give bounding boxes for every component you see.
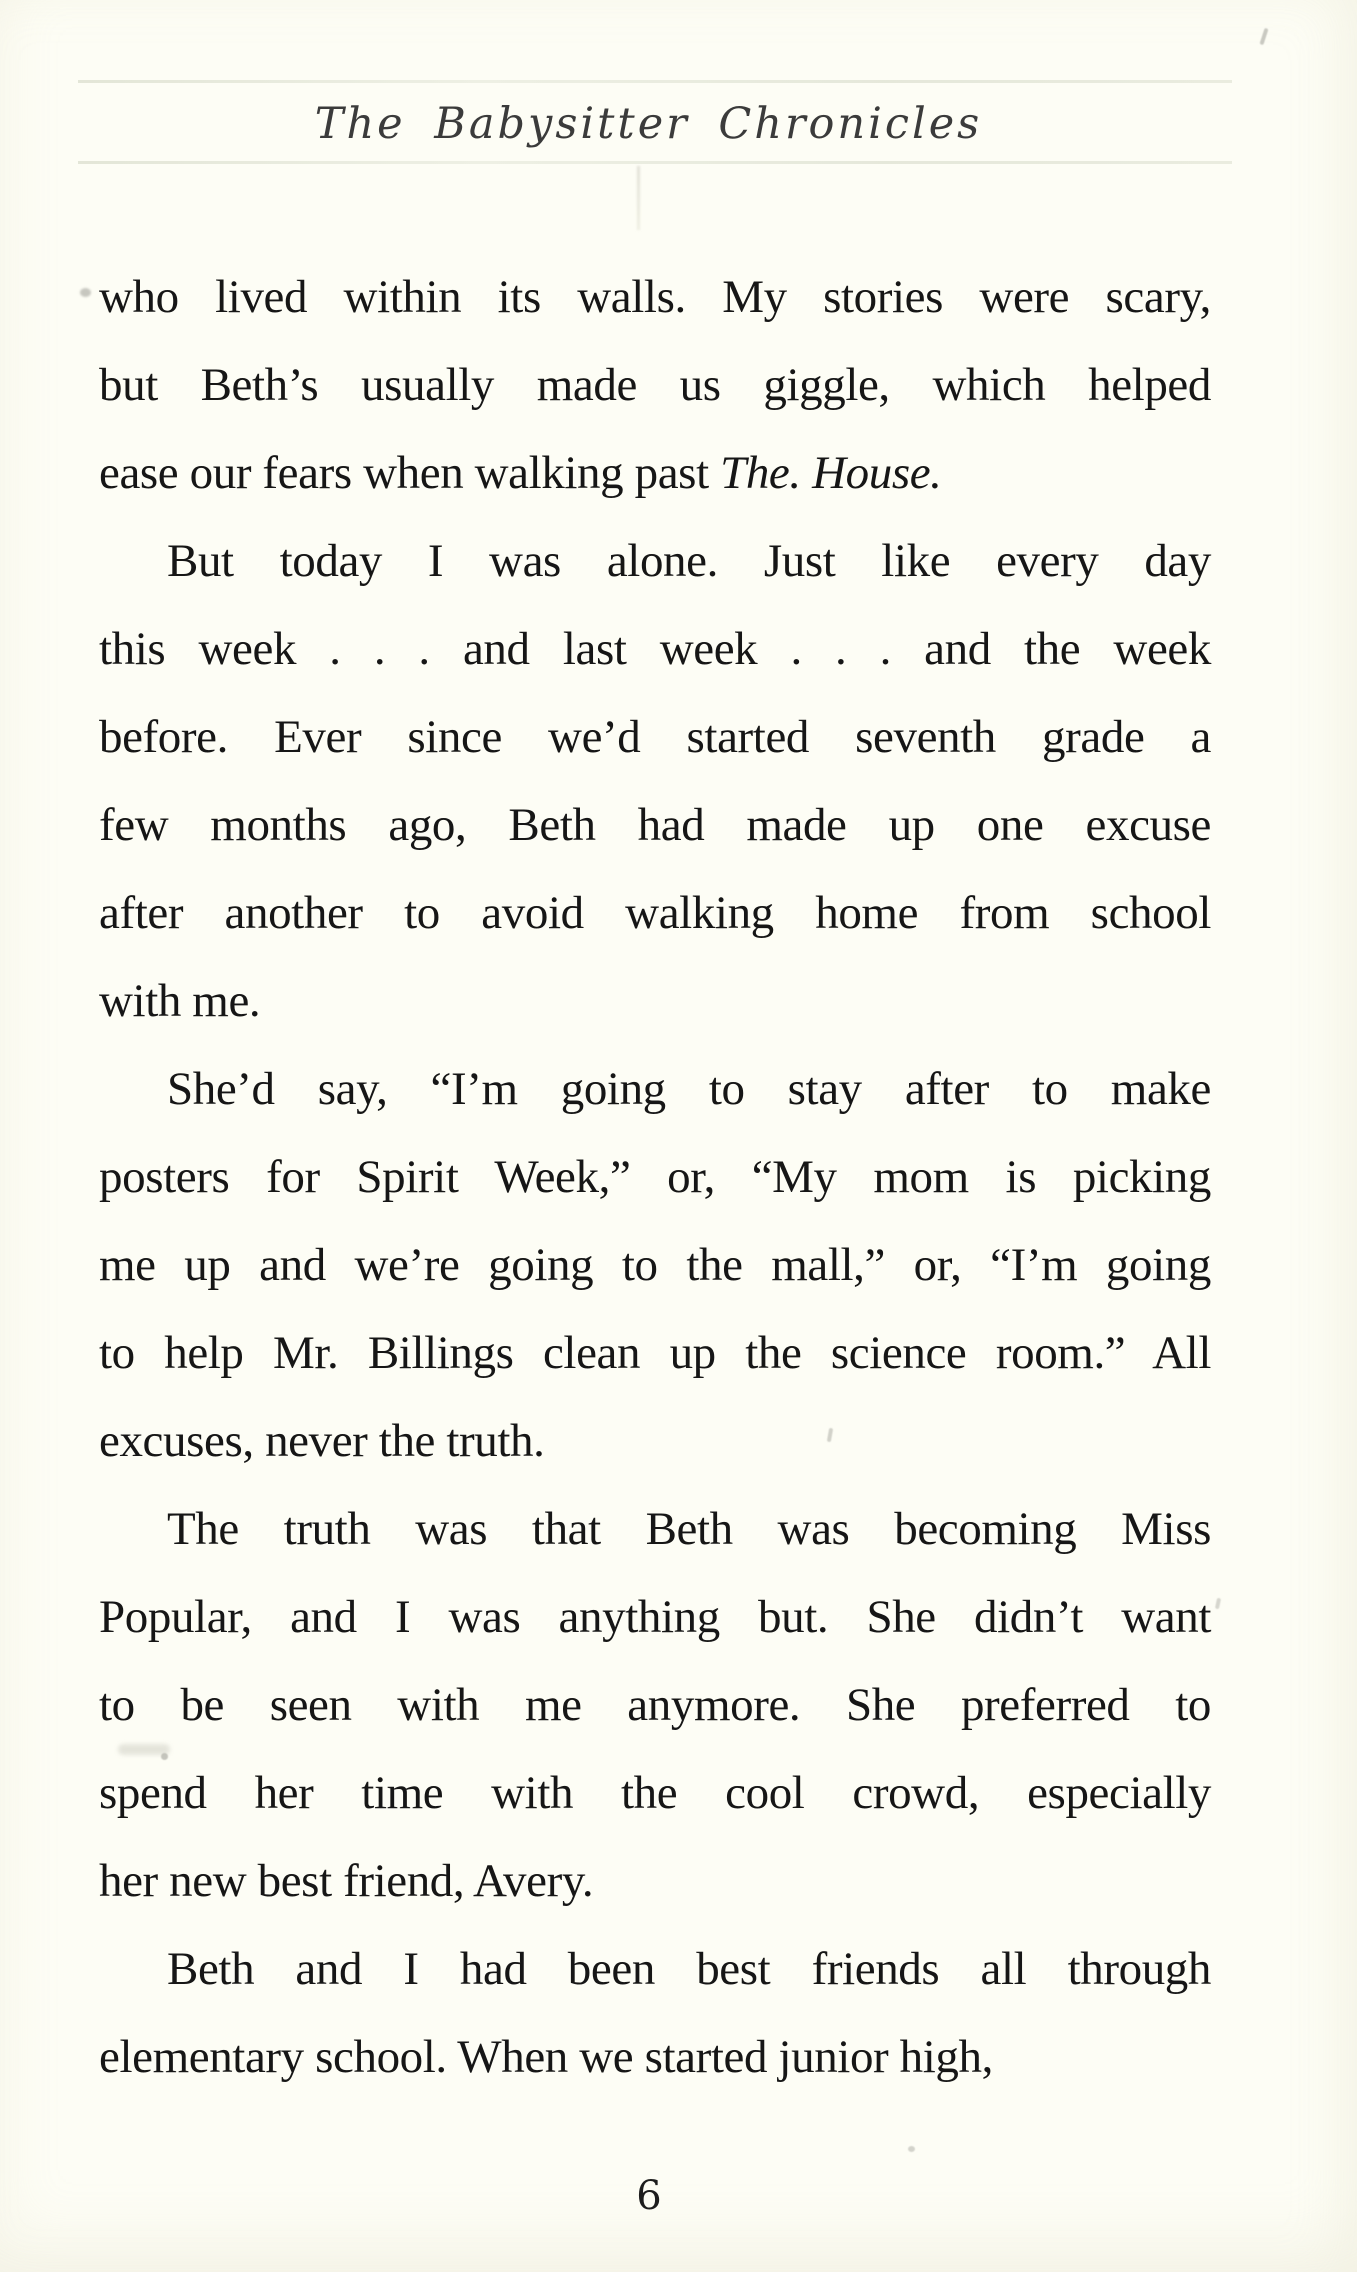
body-line-segment: posters for Spirit Week,” or, “My mom is picking (99, 1151, 1211, 1203)
body-line (99, 1221, 1211, 1309)
body-line-segment: to help Mr. Billings clean up the science room.” All (99, 1327, 1211, 1379)
body-line (99, 1309, 1211, 1397)
body-line-segment: She’d say, “I’m going to stay after to make (167, 1063, 1211, 1115)
body-line (99, 1133, 1211, 1221)
body-line-segment: her new best friend, Avery. (99, 1855, 594, 1907)
body-line-segment: before. Ever since we’d started seventh grade a (99, 711, 1211, 763)
body-line (99, 1573, 1211, 1661)
body-line (99, 1045, 1211, 1133)
scan-fold-mark (637, 166, 640, 230)
body-line-segment: with me. (99, 975, 261, 1027)
body-line (99, 341, 1211, 429)
body-line-segment: The truth was that Beth was becoming Miss (167, 1503, 1211, 1555)
page-number: 6 (636, 2173, 662, 2219)
body-line (99, 2013, 1211, 2101)
body-line-segment: But today I was alone. Just like every day (167, 535, 1211, 587)
body-line (99, 517, 1211, 605)
body-line (99, 429, 1211, 517)
body-text (99, 253, 1211, 2101)
body-line (99, 1397, 1211, 1485)
body-line-segment: few months ago, Beth had made up one excuse (99, 799, 1211, 851)
scan-speck (80, 288, 91, 297)
body-line-segment: spend her time with the cool crowd, especially (99, 1767, 1211, 1819)
body-line (99, 253, 1211, 341)
scan-speck (1259, 28, 1268, 45)
body-line-segment: ease our fears when walking past (99, 447, 721, 499)
body-line-segment-italic: The. House. (720, 447, 942, 499)
body-line (99, 1749, 1211, 1837)
body-line-segment: elementary school. When we started junior high, (99, 2031, 993, 2083)
body-line-segment: who lived within its walls. My stories were scary, (99, 271, 1211, 323)
body-line (99, 781, 1211, 869)
header-rule-bottom (78, 161, 1232, 164)
body-line-segment: after another to avoid walking home from school (99, 887, 1211, 939)
body-line-segment: to be seen with me anymore. She preferred to (99, 1679, 1211, 1731)
body-line (99, 957, 1211, 1045)
scan-speck (908, 2146, 915, 2152)
body-line (99, 1837, 1211, 1925)
body-line-segment: but Beth’s usually made us giggle, which helped (99, 359, 1211, 411)
body-line (99, 1485, 1211, 1573)
header-rule-top (78, 80, 1232, 83)
body-line-segment: Beth and I had been best friends all through (167, 1943, 1211, 1995)
body-line (99, 1661, 1211, 1749)
body-line-segment: Popular, and I was anything but. She didn’t want (99, 1591, 1211, 1643)
body-line (99, 1925, 1211, 2013)
body-line-segment: me up and we’re going to the mall,” or, “I’m going (99, 1239, 1211, 1291)
chapter-running-head: The Babysitter Chronicles (314, 99, 983, 149)
body-line (99, 869, 1211, 957)
body-line-segment: excuses, never the truth. (99, 1415, 545, 1467)
body-line-segment: this week . . . and last week . . . and the week (99, 623, 1211, 675)
scan-speck (1215, 1598, 1221, 1610)
body-line (99, 605, 1211, 693)
body-line (99, 693, 1211, 781)
